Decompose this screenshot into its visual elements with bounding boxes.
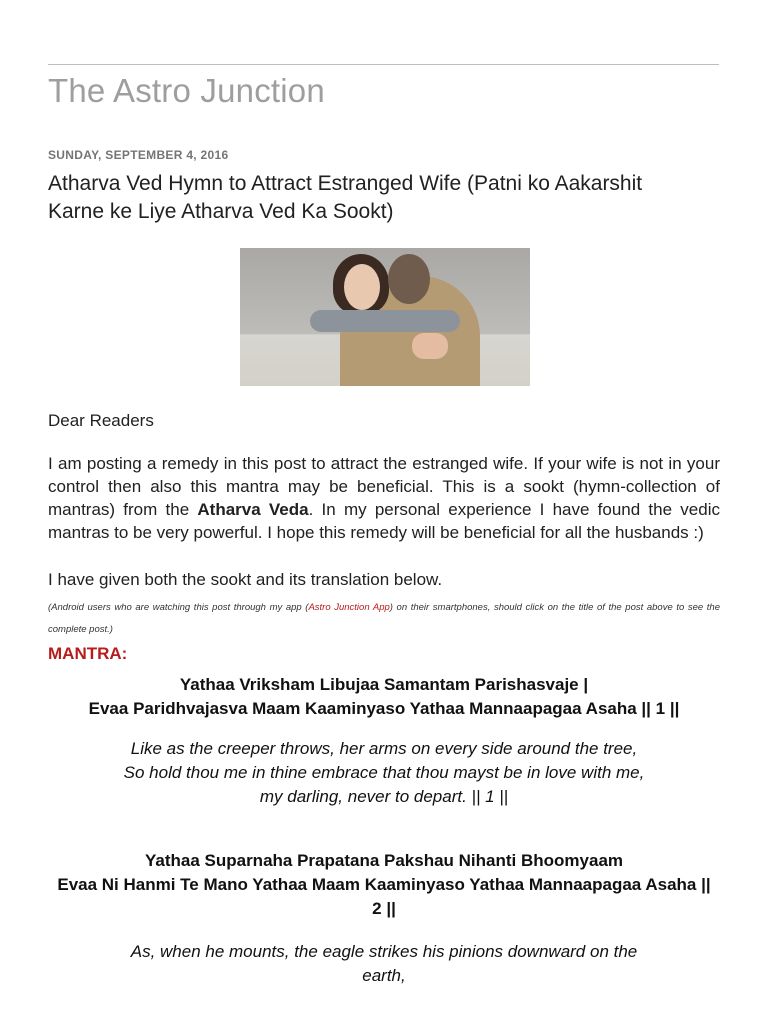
- verse-2-sanskrit-line-1: Yathaa Suparnaha Prapatana Pakshau Nihanti Bhoomyaam: [144, 851, 624, 870]
- verse-1-sanskrit: [48, 673, 720, 721]
- blog-title[interactable]: The Astro Junction: [48, 72, 325, 109]
- post-image-couple-embrace: [240, 248, 530, 386]
- intro-text-1: I am posting a remedy in this post to attract the estranged wife. If your wife is not in your control then also this mantra may be beneficial. This is a sookt (hymn-collection of mantras) from the: [48, 454, 720, 519]
- verse-1-translation-line-1: Like as the creeper throws, her arms on every side around the tree,: [130, 739, 638, 758]
- hands: [412, 333, 448, 359]
- post-date: SUNDAY, SEPTEMBER 4, 2016: [48, 148, 229, 162]
- verse-2-translation-line-1: As, when he mounts, the eagle strikes his pinions downward on the earth,: [130, 942, 638, 985]
- intro-bold-atharva-veda: Atharva Veda: [197, 500, 309, 519]
- header-divider: [48, 64, 719, 65]
- verse-1-sanskrit-line-2: Evaa Paridhvajasva Maam Kaaminyaso Yathaa Mannaapagaa Asaha || 1 ||: [88, 699, 680, 718]
- mantra-heading: MANTRA:: [48, 644, 128, 663]
- woman-arms: [310, 310, 460, 332]
- post-title[interactable]: Atharva Ved Hymn to Attract Estranged Wife (Patni ko Aakarshit Karne ke Liye Atharva Ved Ka Sookt): [48, 172, 643, 223]
- note-text-after: ) on their smartphones, should click on the title of the post above to see the complete post.): [48, 602, 720, 635]
- intro-line-2: I have given both the sookt and its translation below.: [48, 570, 443, 589]
- note-text-before: (Android users who are watching this post through my app (: [48, 602, 309, 613]
- intro-paragraph: [48, 452, 720, 544]
- greeting: Dear Readers: [48, 411, 154, 430]
- man-head: [388, 254, 430, 304]
- verse-2-sanskrit: [56, 849, 712, 921]
- verse-1-translation-line-2: So hold thou me in thine embrace that thou mayst be in love with me, my darling, never to depart. || 1 ||: [123, 763, 645, 806]
- android-note: [48, 597, 720, 641]
- intro-text-2: . In my personal experience I have found the vedic mantras to be very powerful. I hope this remedy will be beneficial for all the husbands :): [48, 500, 720, 542]
- verse-2-translation: [110, 940, 658, 988]
- verse-2-sanskrit-line-2: Evaa Ni Hanmi Te Mano Yathaa Maam Kaaminyaso Yathaa Mannaapagaa Asaha || 2 ||: [57, 875, 711, 918]
- woman-face: [344, 264, 380, 310]
- verse-1-sanskrit-line-1: Yathaa Vriksham Libujaa Samantam Parishasvaje |: [179, 675, 589, 694]
- astro-junction-app-link[interactable]: Astro Junction App: [308, 602, 390, 613]
- verse-1-translation: [120, 737, 648, 809]
